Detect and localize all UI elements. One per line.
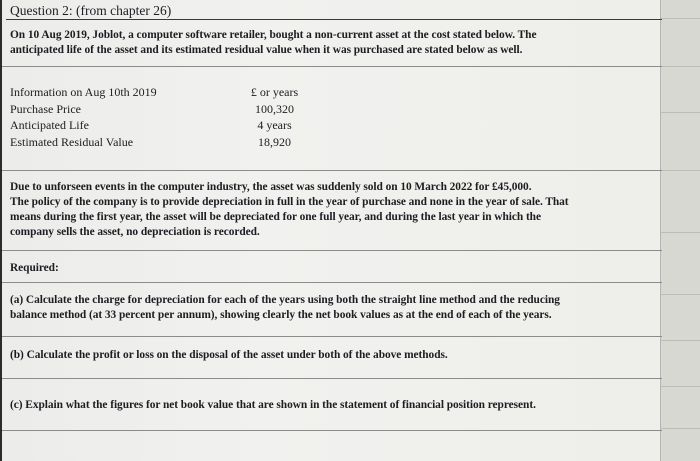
divider <box>2 66 662 67</box>
required-label: Required: <box>10 262 59 274</box>
row-label: Anticipated Life <box>10 118 89 132</box>
table-row <box>10 101 307 118</box>
table-row <box>10 117 307 134</box>
asset-info-table <box>10 84 307 150</box>
part-a-line: balance method (at 33 percent per annum), showing clearly the net book values as at the end of each of the years. <box>10 309 552 321</box>
table-header-row <box>10 84 307 101</box>
divider <box>2 336 662 337</box>
scenario-line: The policy of the company is to provide depreciation in full in the year of purchase and none in the year of sale. That <box>10 196 569 208</box>
table-header-label: Information on Aug 10th 2019 <box>10 85 157 99</box>
divider <box>2 282 662 283</box>
row-value: 18,920 <box>258 134 291 149</box>
part-a-line: (a) Calculate the charge for depreciation for each of the years using both the straight line method and the reducing <box>10 294 560 306</box>
intro-line: On 10 Aug 2019, Joblot, a computer software retailer, bought a non-current asset at the cost stated below. The <box>10 29 537 41</box>
divider <box>2 378 662 379</box>
scenario-line: means during the first year, the asset will be depreciated for one full year, and during the last year in which the <box>10 211 541 223</box>
question-heading: Question 2: (from chapter 26) <box>6 2 662 20</box>
row-value: 100,320 <box>255 101 294 116</box>
row-value: 4 years <box>257 118 292 132</box>
row-label: Purchase Price <box>10 101 81 116</box>
table-row <box>10 134 307 151</box>
table-header-value: £ or years <box>250 85 299 99</box>
background-page-edge <box>660 0 700 461</box>
divider <box>2 170 662 171</box>
intro-line: anticipated life of the asset and its estimated residual value when it was purchased are stated below as well. <box>10 44 523 56</box>
divider <box>2 250 662 251</box>
required-part-a <box>10 293 658 323</box>
scenario-line: company sells the asset, no depreciation is recorded. <box>10 226 260 238</box>
scenario-paragraph <box>10 180 658 240</box>
required-part-b: (b) Calculate the profit or loss on the disposal of the asset under both of the above methods. <box>10 349 448 361</box>
row-label: Estimated Residual Value <box>10 134 134 149</box>
divider <box>2 430 662 431</box>
intro-paragraph <box>10 28 658 58</box>
required-part-c: (c) Explain what the figures for net book value that are shown in the statement of financial position represent. <box>10 399 536 411</box>
scenario-line: Due to unforseen events in the computer industry, the asset was suddenly sold on 10 March 2022 for £45,000. <box>10 181 532 193</box>
